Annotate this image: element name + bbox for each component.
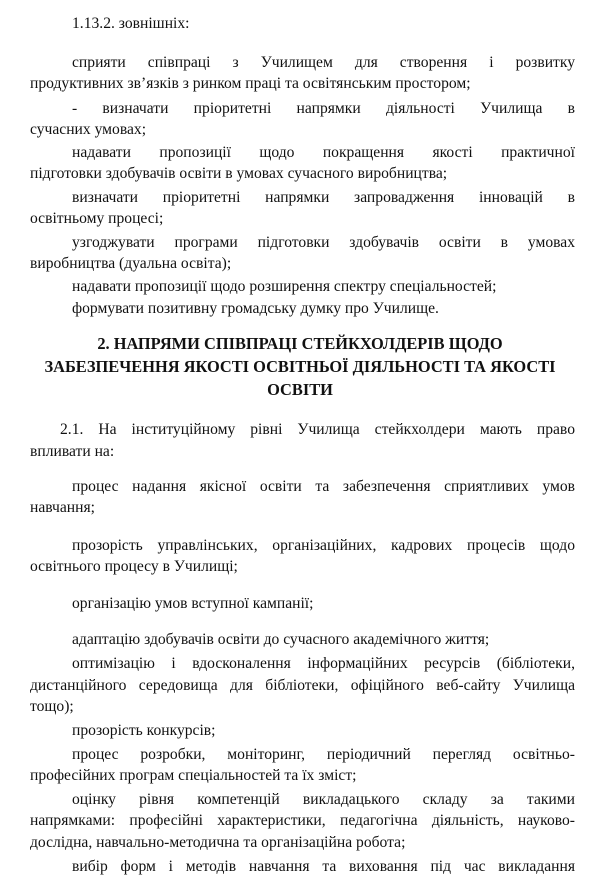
list-item-continuation: напрямками: професійні характеристики, педагогічна діяльність, науково- <box>30 812 575 829</box>
list-item-continuation: освітнього процесу в Училищі; <box>30 558 238 575</box>
clause-2-1-continuation: впливати на: <box>30 443 115 460</box>
list-item-first-line: прозорість управлінських, організаційних, кадрових процесів щодо <box>72 537 575 554</box>
list-item-continuation: навчання; <box>30 499 95 516</box>
list-item-continuation: професійних програм спеціальностей та їх зміст; <box>30 767 357 784</box>
list-item-continuation: продуктивних зв’язків з ринком праці та освітянським простором; <box>30 75 471 92</box>
list-item-first-line: прозорість конкурсів; <box>72 722 216 739</box>
list-item-first-line: процес надання якісної освіти та забезпечення сприятливих умов <box>72 478 575 495</box>
list-item-first-line: процес розробки, моніторинг, періодичний перегляд освітньо- <box>72 746 575 763</box>
list-item-first-line: оцінку рівня компетенцій викладацького складу за такими <box>72 791 575 808</box>
section-title-line: ОСВІТИ <box>267 380 333 399</box>
list-item-continuation: освітньому процесі; <box>30 210 164 227</box>
list-item-first-line: - визначати пріоритетні напрямки діяльності Училища в <box>72 100 575 117</box>
clause-2-1-first-line: 2.1. На інституційному рівні Училища стейкхолдери мають право <box>60 421 575 438</box>
list-item-first-line: сприяти співпраці з Училищем для створення і розвитку <box>72 54 575 71</box>
list-item-first-line: надавати пропозиції щодо покращення якості практичної <box>72 144 575 161</box>
list-item-first-line: адаптацію здобувачів освіти до сучасного академічного життя; <box>72 631 490 648</box>
list-item-first-line: узгоджувати програми підготовки здобувачів освіти в умовах <box>72 234 575 251</box>
list-item-continuation: тощо); <box>30 698 74 715</box>
list-item-first-line: оптимізацію і вдосконалення інформаційних ресурсів (бібліотеки, <box>72 655 575 672</box>
list-item-continuation: виробництва (дуальна освіта); <box>30 255 232 272</box>
section-title-line: ЗАБЕЗПЕЧЕННЯ ЯКОСТІ ОСВІТНЬОЇ ДІЯЛЬНОСТІ ТА ЯКОСТІ <box>44 357 556 376</box>
list-item-first-line: вибір форм і методів навчання та виховання під час викладання <box>72 858 575 875</box>
list-item-continuation: дослідна, навчально-методична та організаційна робота; <box>30 834 406 851</box>
list-item-first-line: надавати пропозиції щодо розширення спектру спеціальностей; <box>72 278 497 295</box>
list-item-first-line: формувати позитивну громадську думку про Училище. <box>72 300 439 317</box>
list-item-continuation: дистанційного середовища для бібліотеки, офіційного веб-сайту Училища <box>30 677 575 694</box>
list-item-first-line: організацію умов вступної кампанії; <box>72 595 314 612</box>
section-title-line: 2. НАПРЯМИ СПІВПРАЦІ СТЕЙКХОЛДЕРІВ ЩОДО <box>97 334 503 353</box>
list-item-continuation: підготовки здобувачів освіти в умовах сучасного виробництва; <box>30 165 448 182</box>
list-item-continuation: сучасних умовах; <box>30 121 147 138</box>
list-item-first-line: визначати пріоритетні напрямки запровадження інновацій в <box>72 189 575 206</box>
subsection-heading: 1.13.2. зовнішніх: <box>72 15 190 32</box>
